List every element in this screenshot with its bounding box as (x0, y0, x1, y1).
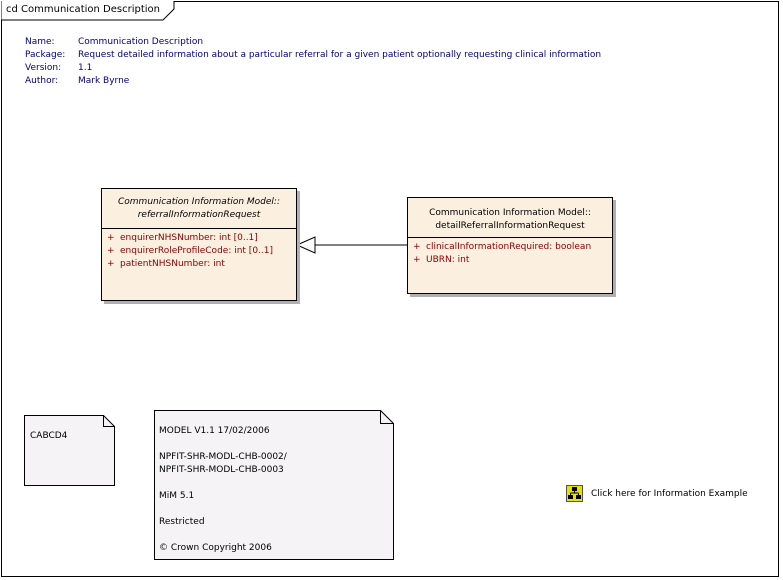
attribute-text: patientNHSNumber: int (120, 259, 225, 269)
note-cabcd4[interactable] (24, 415, 115, 486)
note-line: MODEL V1.1 17/02/2006 (159, 426, 270, 436)
attribute-text: clinicalInformationRequired: boolean (426, 242, 592, 252)
metadata-value: 1.1 (78, 63, 93, 73)
information-example-link-label: Click here for Information Example (591, 488, 748, 499)
metadata-key: Package: (25, 50, 66, 60)
class-detail-referral-information-request[interactable] (407, 197, 613, 294)
note-line: NPFIT-SHR-MODL-CHB-0003 (159, 465, 284, 475)
attribute-compartment (102, 229, 296, 271)
metadata-value: Mark Byrne (78, 76, 130, 86)
note-line: MiM 5.1 (159, 491, 195, 501)
visibility-marker: + (413, 255, 421, 265)
note-model-info[interactable] (154, 410, 394, 560)
generalization-arrowhead-icon (297, 237, 315, 253)
metadata-key: Name: (25, 37, 55, 47)
attribute-row[interactable] (408, 241, 612, 254)
information-example-link[interactable] (566, 485, 748, 502)
note-text: CABCD4 (30, 431, 68, 441)
attribute-row[interactable] (408, 254, 612, 267)
note-line: © Crown Copyright 2006 (159, 543, 272, 553)
class-referral-information-request[interactable] (101, 188, 297, 301)
attribute-row[interactable] (102, 245, 296, 258)
frame-title: cd Communication Description (6, 4, 160, 15)
note-line: NPFIT-SHR-MODL-CHB-0002/ (159, 452, 287, 462)
visibility-marker: + (107, 259, 115, 269)
class-name (102, 189, 296, 222)
metadata-key: Version: (25, 63, 62, 73)
class-name-line: Communication Information Model:: (118, 197, 280, 207)
attribute-text: UBRN: int (426, 255, 470, 265)
attribute-row[interactable] (102, 258, 296, 271)
class-name-line: Communication Information Model:: (429, 208, 591, 218)
attribute-compartment (408, 238, 612, 267)
visibility-marker: + (107, 233, 115, 243)
hyperlink-diagram-icon (566, 485, 583, 502)
visibility-marker: + (413, 242, 421, 252)
visibility-marker: + (107, 246, 115, 256)
note-line: Restricted (159, 517, 205, 527)
class-name-line: detailReferralInformationRequest (435, 221, 585, 231)
class-name-line: referralInformationRequest (137, 210, 261, 220)
metadata-key: Author: (25, 76, 59, 86)
attribute-row[interactable] (102, 232, 296, 245)
attribute-text: enquirerRoleProfileCode: int [0..1] (120, 246, 273, 256)
note-shape (24, 415, 115, 486)
class-name (408, 198, 612, 233)
metadata-value: Communication Description (78, 37, 204, 47)
attribute-text: enquirerNHSNumber: int [0..1] (120, 233, 258, 243)
metadata-value: Request detailed information about a particular referral for a given patient optionally requesting clinical information (78, 50, 602, 60)
